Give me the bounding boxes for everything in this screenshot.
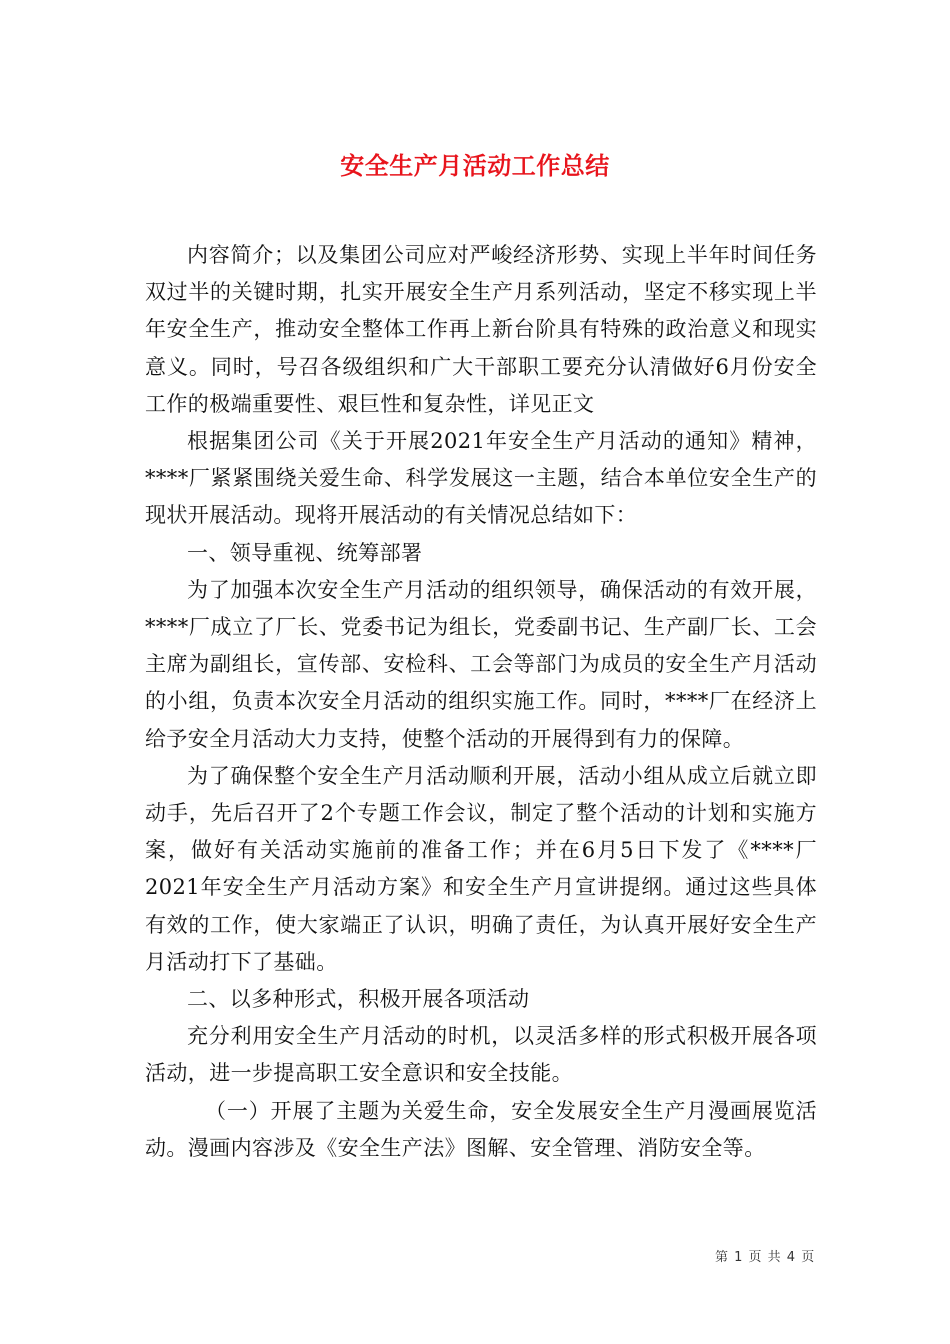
body-paragraph: 为了加强本次安全生产月活动的组织领导，确保活动的有效开展，****厂成立了厂长、党委书记为组长，党委副书记、生产副厂长、工会主席为副组长，宣传部、安检科、工会等部门为成员的安全生产月活动的小组，负责本次安全月活动的组织实施工作。同时，****厂在经济上给予安全月活动大力支持，使整个活动的开展得到有力的保障。 — [145, 577, 817, 751]
summary-paragraph: 内容简介；以及集团公司应对严峻经济形势、实现上半年时间任务双过半的关键时期，扎实开展安全生产月系列活动，坚定不移实现上半年安全生产，推动安全整体工作再上新台阶具有特殊的政治意义和现实意义。同时，号召各级组织和广大干部职工要充分认清做好6月份安全工作的极端重要性、艰巨性和复杂性，详见正文 — [145, 243, 817, 416]
page-number-footer: 第 1 页 共 4 页 — [715, 1250, 816, 1265]
body-paragraph: 充分利用安全生产月活动的时机，以灵活多样的形式积极开展各项活动，进一步提高职工安全意识和安全技能。 — [145, 1024, 817, 1086]
section-heading-1: 一、领导重视、统筹部署 — [187, 540, 423, 565]
body-paragraph: 为了确保整个安全生产月活动顺利开展，活动小组从成立后就立即动手，先后召开了2个专题工作会议，制定了整个活动的计划和实施方案，做好有关活动实施前的准备工作；并在6月5日下发了《****厂2021年安全生产月活动方案》和安全生产月宣讲提纲。通过这些具体有效的工作，使大家端正了认识，明确了责任，为认真开展好安全生产月活动打下了基础。 — [145, 763, 817, 974]
document-body — [145, 237, 817, 1167]
sub-item-paragraph: （一）开展了主题为关爱生命，安全发展安全生产月漫画展览活动。漫画内容涉及《安全生产法》图解、安全管理、消防安全等。 — [145, 1098, 817, 1160]
section-heading-2: 二、以多种形式，积极开展各项活动 — [187, 987, 530, 1012]
intro-paragraph: 根据集团公司《关于开展2021年安全生产月活动的通知》精神，****厂紧紧围绕关爱生命、科学发展这一主题，结合本单位安全生产的现状开展活动。现将开展活动的有关情况总结如下： — [145, 429, 817, 528]
document-title: 安全生产月活动工作总结 — [340, 152, 610, 181]
